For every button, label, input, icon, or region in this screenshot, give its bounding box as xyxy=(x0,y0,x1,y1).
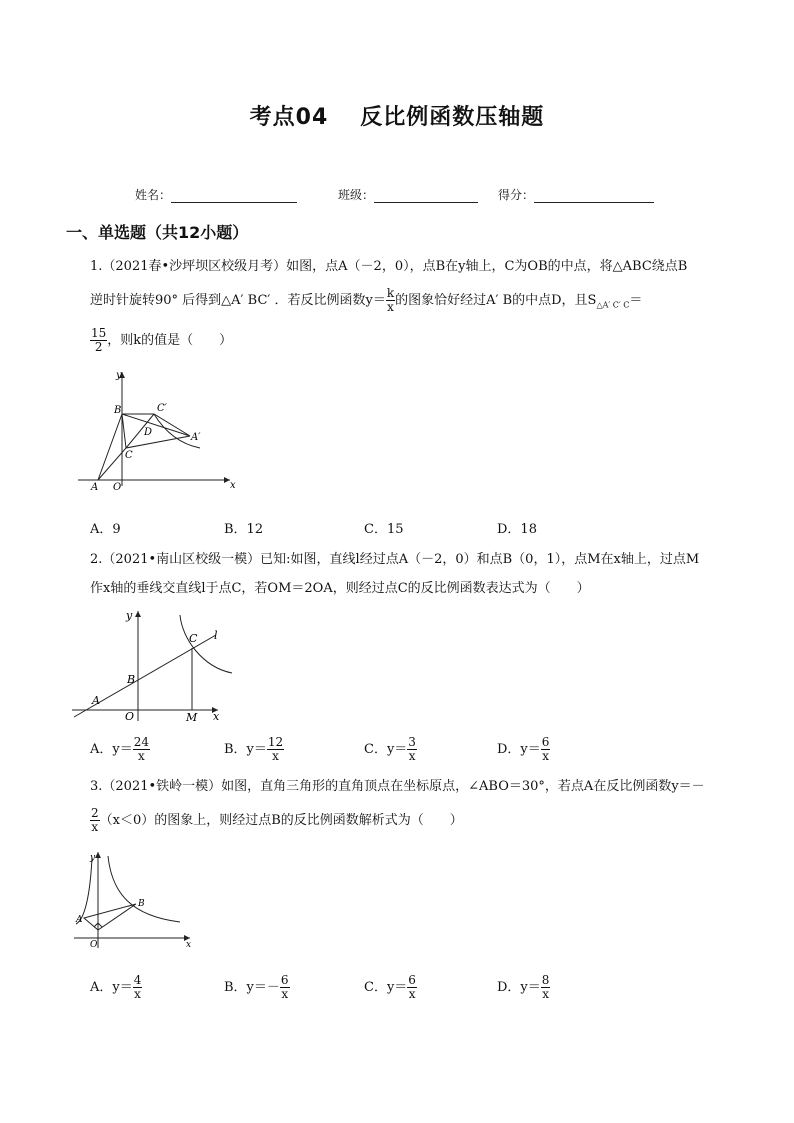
q2-label-c: C xyxy=(189,632,198,645)
q3-option-a[interactable]: A．y＝ $\frac{4}{x}$ xyxy=(90,973,142,1001)
q1-segment-c-a xyxy=(126,436,190,448)
q3-label-o: O xyxy=(90,940,98,950)
q1-area-subscript: △A′ C′ C xyxy=(596,300,630,310)
q2-line2: 作x轴的垂线交直线l于点C，若OM＝2OA，则经过点C的反比例函数表达式为（ ） xyxy=(90,581,590,596)
q3-line2 xyxy=(90,806,463,836)
score-blank[interactable] xyxy=(534,189,654,203)
q3-right-triangle xyxy=(84,904,136,930)
q2-option-b[interactable]: B．y＝ $\frac{12}{x}$ xyxy=(224,735,284,763)
q3-line2-text: （x＜0）的图象上，则经过点B的反比例函数解析式为（ ） xyxy=(99,813,463,828)
name-field[interactable] xyxy=(135,186,297,203)
q1-line2c: ＝ xyxy=(629,293,643,308)
q2-label-a: A xyxy=(92,694,100,707)
score-label: 得分： xyxy=(498,188,535,202)
q2-option-c[interactable]: C．y＝ $\frac{3}{x}$ xyxy=(364,735,416,763)
title-topic-name: 反比例函数压轴题 xyxy=(360,105,545,130)
q3-label-x: x xyxy=(186,940,192,950)
q1-label-y: y xyxy=(116,370,122,381)
q1-label-c-prime: C′ xyxy=(157,403,167,414)
q2-label-m: M xyxy=(186,711,198,724)
q2-label-o: O xyxy=(125,710,135,723)
score-field[interactable] xyxy=(498,186,654,203)
class-field[interactable] xyxy=(338,186,478,203)
q1-line1: 1.（2021春•沙坪坝区校级月考）如图，点A（－2，0），点B在y轴上，C为OB的中点，将△ABC绕点B xyxy=(90,259,688,274)
q1-option-c[interactable]: C．15 xyxy=(364,522,404,537)
q2-label-b: B xyxy=(127,673,136,686)
q1-fraction-15-over-2: $\frac{15}{2}$ xyxy=(91,326,107,354)
q3-fraction-2-over-x: $\frac{2}{x}$ xyxy=(91,806,99,834)
section-heading: 一、单选题（共12小题） xyxy=(66,223,249,242)
q1-line3 xyxy=(90,326,232,356)
q1-option-d[interactable]: D．18 xyxy=(497,522,537,537)
q1-line3-text: ，则k的值是（ ） xyxy=(107,333,233,348)
q2-label-x: x xyxy=(213,710,220,723)
q1-figure xyxy=(70,364,240,494)
q1-line2 xyxy=(90,287,642,313)
class-blank[interactable] xyxy=(374,189,478,203)
q2-label-y: y xyxy=(126,609,133,622)
q2-option-d[interactable]: D．y＝ $\frac{6}{x}$ xyxy=(497,735,550,763)
title-topic-number: 考点04 xyxy=(249,105,329,130)
q3-option-d[interactable]: D．y＝ $\frac{8}{x}$ xyxy=(497,973,550,1001)
page-title xyxy=(0,100,794,131)
name-label: 姓名： xyxy=(135,188,172,202)
q1-label-b: B xyxy=(114,405,122,416)
q2-figure xyxy=(68,603,238,727)
q1-option-b[interactable]: B．12 xyxy=(224,522,264,537)
class-label: 班级： xyxy=(338,188,375,202)
q3-label-a: A xyxy=(76,915,83,925)
q1-label-o: O xyxy=(113,482,122,493)
q2-y-arrow-icon xyxy=(135,611,141,617)
q1-label-a-prime: A′ xyxy=(191,432,201,443)
q3-label-b: B xyxy=(138,899,145,909)
q2-label-l: l xyxy=(214,629,218,642)
q3-option-c[interactable]: C．y＝ $\frac{6}{x}$ xyxy=(364,973,416,1001)
q3-figure xyxy=(68,846,198,956)
q1-line2b: 的图象恰好经过A′ B的中点D，且S xyxy=(395,293,597,308)
q3-option-b[interactable]: B．y＝－ $\frac{6}{x}$ xyxy=(224,973,289,1001)
q1-label-x: x xyxy=(230,480,236,491)
q3-y-arrow-icon xyxy=(95,852,101,858)
q1-option-a[interactable]: A．9 xyxy=(90,522,121,537)
q1-line2a: 逆时针旋转90° 后得到△A′ BC′ ．若反比例函数y＝ xyxy=(90,293,386,308)
q1-label-a: A xyxy=(91,482,99,493)
q2-option-a[interactable]: A．y＝ $\frac{24}{x}$ xyxy=(90,735,150,763)
q1-label-d: D xyxy=(144,427,153,438)
q3-label-y: y xyxy=(90,853,96,863)
q3-hyperbola-right xyxy=(108,856,180,922)
name-blank[interactable] xyxy=(171,189,297,203)
q1-label-c: C xyxy=(125,450,133,461)
q3-line1: 3.（2021•铁岭一模）如图，直角三角形的直角顶点在坐标原点，∠ABO＝30°，若点A在反比例函数y＝－ xyxy=(90,779,705,794)
q2-hyperbola xyxy=(180,615,232,673)
q2-line1: 2.（2021•南山区校级一模）已知:如图，直线l经过点A（－2，0）和点B（0，1），点M在x轴上，过点M xyxy=(90,552,700,567)
q1-fraction-k-over-x: $\frac{k}{x}$ xyxy=(386,286,395,314)
